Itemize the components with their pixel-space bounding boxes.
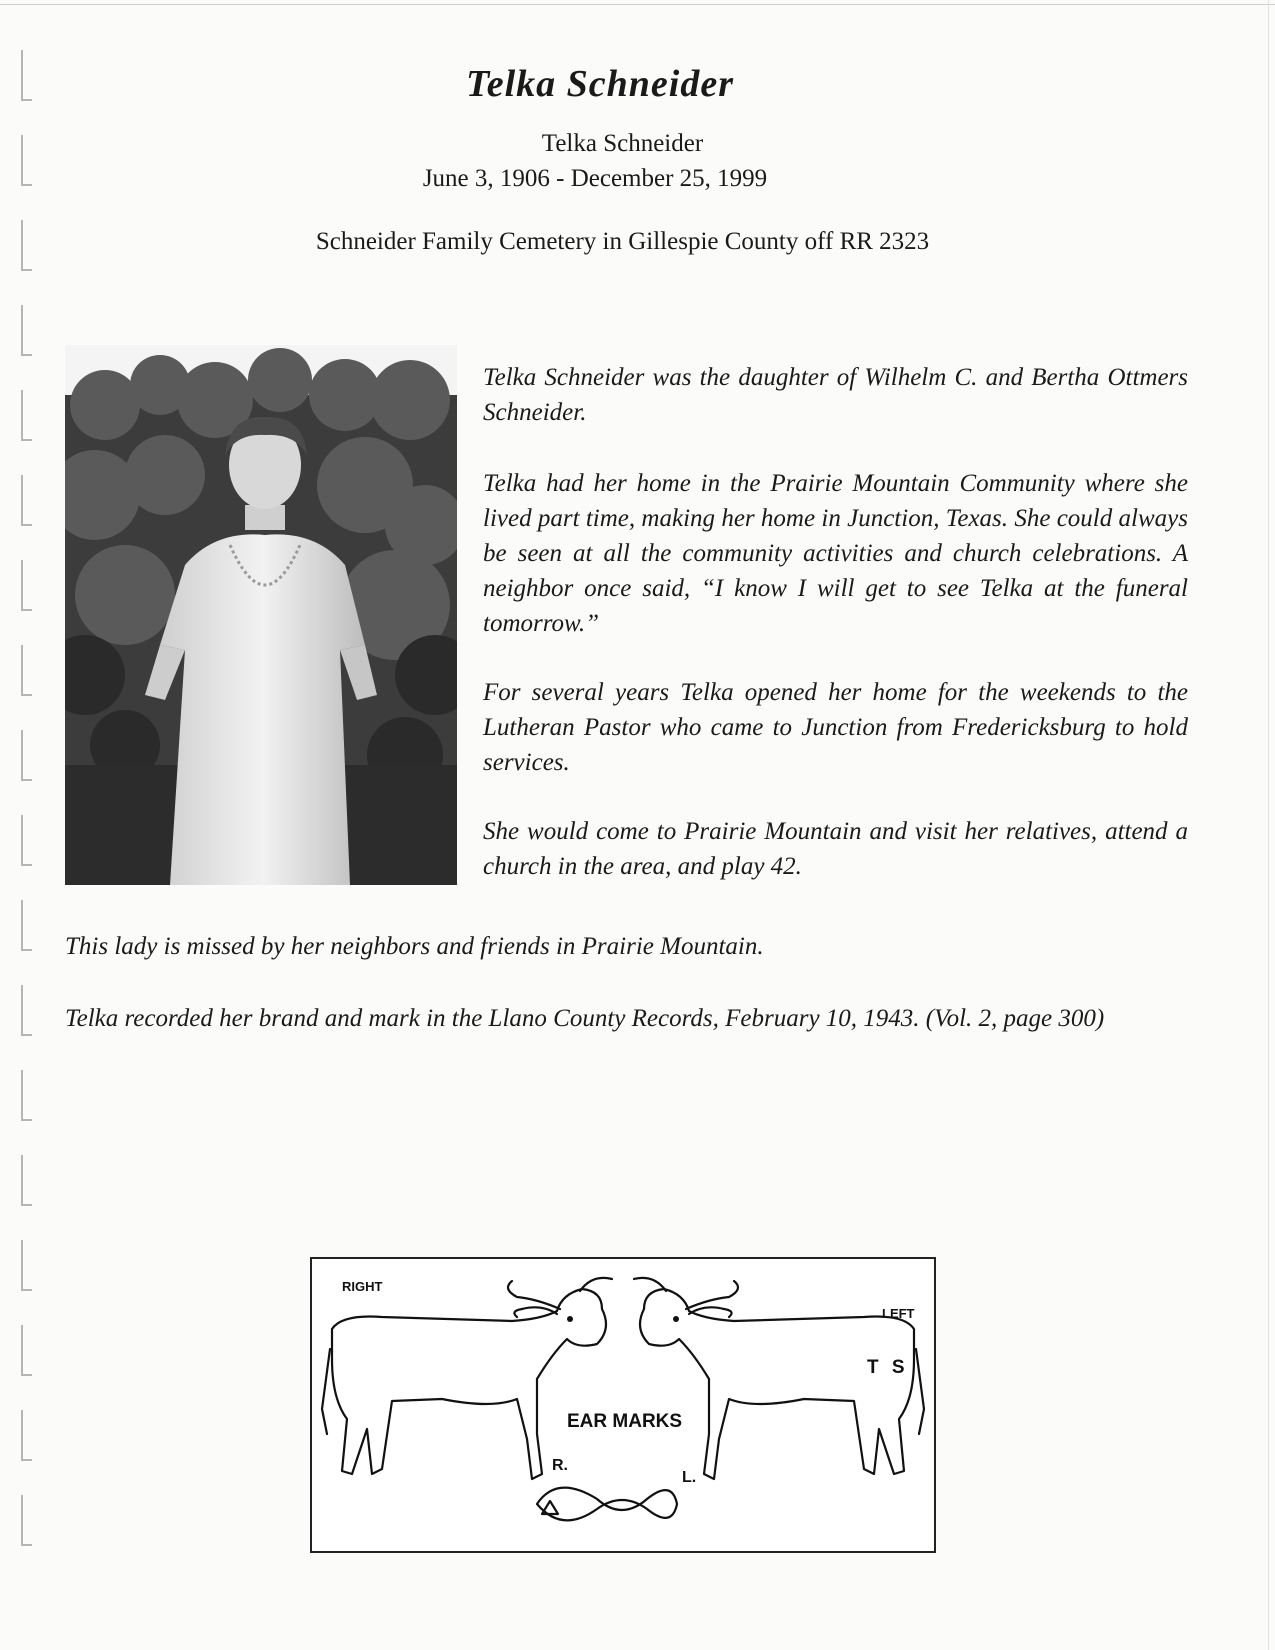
cemetery-location: Schneider Family Cemetery in Gillespie County off RR 2323 <box>315 228 930 255</box>
left-side-label: LEFT <box>882 1306 915 1321</box>
bio-paragraph-parents: Telka Schneider was the daughter of Wilhelm C. and Bertha Ottmers Schneider. <box>483 364 1188 426</box>
bio-paragraph-home: Telka had her home in the Prairie Mountain Community where she lived part time, making her home in Junction, Texas. She could always be seen at all the community activities and church celebrations. A neighbor once said, “I know I will get to see Telka at the funeral tomorrow.” <box>483 470 1188 637</box>
page-right-edge <box>1268 0 1269 1650</box>
missed-statement: This lady is missed by her neighbors and friends in Prairie Mountain. <box>65 933 764 960</box>
bio-paragraph-visits: She would come to Prairie Mountain and visit her relatives, attend a church in the area, and play 42. <box>483 818 1188 880</box>
brand-mark: T S <box>867 1357 909 1378</box>
portrait-photo <box>65 345 457 885</box>
bio-paragraph-pastor: For several years Telka opened her home for the weekends to the Lutheran Pastor who came to Junction from Fredericksburg to hold services. <box>483 679 1188 776</box>
left-ear-label: L. <box>682 1469 697 1486</box>
brand-figure <box>310 1257 936 1553</box>
right-ear-label: R. <box>552 1457 568 1474</box>
person-name: Telka Schneider <box>541 130 704 157</box>
biography <box>483 360 1188 920</box>
binding-holes <box>0 40 40 1640</box>
right-side-label: RIGHT <box>342 1279 383 1294</box>
page-title: Telka Schneider <box>466 63 734 105</box>
ear-marks-label: EAR MARKS <box>567 1411 683 1432</box>
cattle-drawing <box>312 1259 934 1551</box>
brand-record-statement: Telka recorded her brand and mark in the Llano County Records, February 10, 1943. (Vol. 2, page 300) <box>65 1005 1105 1032</box>
life-dates: June 3, 1906 - December 25, 1999 <box>422 165 768 192</box>
page-top-edge <box>0 4 1275 5</box>
